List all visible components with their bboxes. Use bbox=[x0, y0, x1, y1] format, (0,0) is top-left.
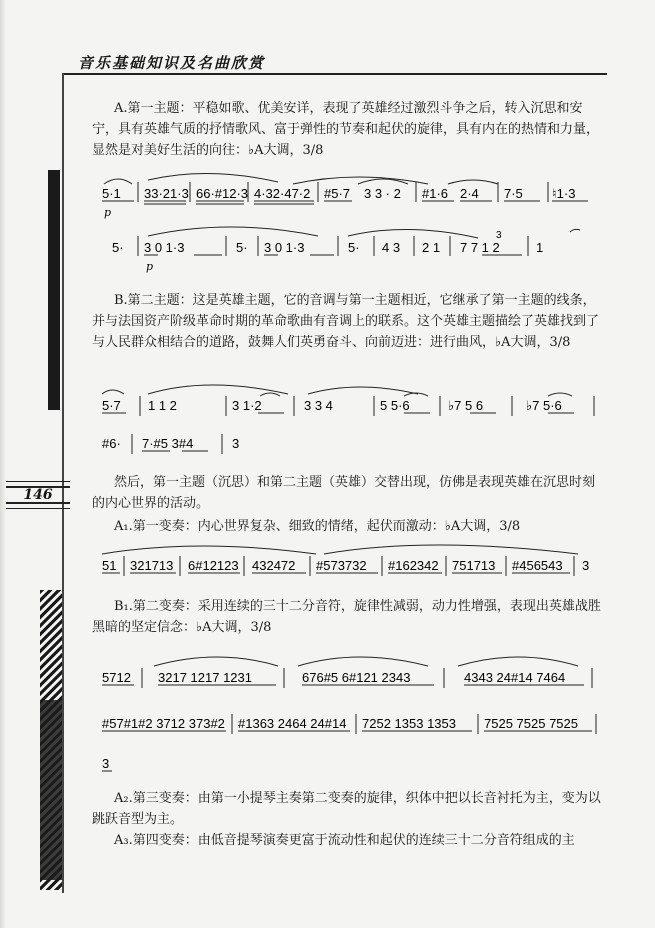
notation-line-4-svg bbox=[98, 430, 603, 460]
notation-4-1: 7·#5 3#4 bbox=[142, 436, 194, 451]
notation-2-4: 5· bbox=[348, 240, 360, 255]
notation-4-2: 3 bbox=[232, 436, 240, 451]
header-rule bbox=[62, 73, 607, 75]
notation-3-0: 5·7 bbox=[102, 398, 121, 413]
margin-hatch-dark bbox=[40, 700, 62, 880]
page-edge bbox=[0, 0, 6, 928]
notation-line-7-svg bbox=[98, 706, 603, 746]
notation-5-6: 751713 bbox=[452, 558, 496, 573]
notation-2-7: 7 7 1 2 bbox=[460, 240, 500, 255]
notation-line-5-svg bbox=[98, 548, 603, 588]
dynamic-mark-1: p bbox=[104, 206, 112, 219]
notation-6-1: 3217 1217 1231 bbox=[158, 670, 252, 685]
paragraph-a2: A₂.第三变奏：由第一小提琴主奏第二变奏的旋律，织体中把以长音衬托为主，变为以跳跃音型为主。 bbox=[92, 791, 601, 827]
notation-3-6: ♭7 5·6 bbox=[526, 398, 562, 413]
notation-1-8: 7·5 bbox=[504, 186, 523, 201]
notation-3-4: 5 5·6 bbox=[380, 398, 410, 413]
notation-line-1-svg bbox=[98, 178, 603, 228]
notation-1-5: 3 3 · 2 bbox=[364, 186, 401, 201]
notation-7-3: 7525 7525 7525 bbox=[484, 716, 578, 731]
notation-1-4: #5·7 bbox=[324, 186, 351, 201]
notation-5-1: 321713 bbox=[130, 558, 174, 573]
notation-2-6: 2 1 bbox=[422, 240, 441, 255]
notation-line-8-svg bbox=[98, 750, 603, 780]
notation-line-5 bbox=[98, 548, 603, 582]
notation-2-2: 5· bbox=[236, 240, 248, 255]
paragraph-b1: B₁.第二变奏：采用连续的三十二分音符，旋律性减弱，动力性增强，表现出英雄战胜黑暗的坚定信念：♭A大调，3/8 bbox=[92, 599, 601, 635]
paragraph-then: 然后，第一主题（沉思）和第二主题（英雄）交替出现，仿佛是表现英雄在沉思时刻的内心世界的活动。 bbox=[92, 475, 596, 511]
notation-1-7: 2·4 bbox=[460, 186, 479, 201]
notation-3-3: 3 3 4 bbox=[304, 398, 333, 413]
notation-5-5: #162342 bbox=[388, 558, 439, 573]
page-number: 146 bbox=[6, 486, 70, 504]
notation-3-1: 1 1 2 bbox=[148, 398, 177, 413]
notation-7-1: #1363 2464 24#14 bbox=[238, 716, 347, 731]
notation-3-5: ♭7 5 6 bbox=[448, 398, 484, 413]
notation-5-8: 3 bbox=[582, 558, 590, 573]
dynamic-mark-2: p bbox=[146, 260, 154, 273]
notation-1-2: 66·#12·3 bbox=[196, 186, 249, 201]
running-header: 音乐基础知识及名曲欣赏 bbox=[78, 54, 266, 72]
notation-1-9: ♮1·3 bbox=[552, 186, 576, 201]
notation-3-2: 3 1·2 bbox=[232, 398, 262, 413]
notation-2-1: 3 0 1·3 bbox=[144, 240, 185, 255]
notation-6-3: 4343 24#14 7464 bbox=[464, 670, 566, 685]
paragraph-a3: A₃.第四变奏：由低音提琴演奏更富于流动性和起伏的连续三十二分音符组成的主 bbox=[114, 833, 575, 848]
triplet-mark: 3 bbox=[496, 230, 502, 241]
notation-5-4: #573732 bbox=[316, 558, 367, 573]
notation-4-0: #6· bbox=[102, 436, 121, 451]
notation-6-0: 5712 bbox=[102, 670, 131, 685]
notation-1-1: 33·21·3 bbox=[144, 186, 189, 201]
notation-7-2: 7252 1353 1353 bbox=[362, 716, 456, 731]
notation-1-0: 5·1 bbox=[102, 186, 121, 201]
notation-1-6: #1·6 bbox=[422, 186, 449, 201]
notation-line-6-svg bbox=[98, 660, 603, 700]
paragraph-b-theme: B.第二主题：这是英雄主题，它的音调与第一主题相近，它继承了第一主题的线条，并与法国资产阶级革命时期的革命歌曲有音调上的联系。这个英雄主题描绘了英雄找到了与人民群众相结合的道路，鼓舞人们英勇奋斗、向前迈进：进行曲风，♭A大调，3/8 bbox=[92, 293, 600, 350]
notation-line-6 bbox=[98, 660, 603, 694]
notation-line-3-svg bbox=[98, 390, 603, 430]
notation-line-2-svg bbox=[98, 232, 603, 282]
margin-bar bbox=[48, 170, 60, 410]
notation-line-2 bbox=[98, 230, 603, 273]
notation-line-7 bbox=[98, 706, 603, 740]
notation-5-0: 51 bbox=[102, 558, 117, 573]
notation-2-3: 3 0 1·3 bbox=[264, 240, 305, 255]
notation-line-1 bbox=[98, 178, 603, 219]
notation-8-0: 3 bbox=[102, 756, 110, 771]
notation-line-4 bbox=[98, 430, 603, 464]
notation-2-5: 4 3 bbox=[382, 240, 401, 255]
notation-6-2: 676#5 6#121 2343 bbox=[302, 670, 411, 685]
notation-5-7: #456543 bbox=[512, 558, 563, 573]
notation-1-3: 4·32·47·2 bbox=[254, 186, 311, 201]
notation-2-8: 1 bbox=[536, 240, 544, 255]
notation-2-0: 5· bbox=[112, 240, 124, 255]
notation-line-3 bbox=[98, 390, 603, 424]
paragraph-a1: A₁.第一变奏：内心世界复杂、细致的情绪，起伏而激动：♭A大调，3/8 bbox=[114, 519, 521, 534]
notation-5-2: 6#12123 bbox=[188, 558, 239, 573]
paragraph-a-theme: A.第一主题：平稳如歌、优美安详，表现了英雄经过激烈斗争之后，转入沉思和安宁，具有英雄气质的抒情歌风、富于弹性的节奏和起伏的旋律，具有内在的热情和力量，显然是对美好生活的向往：♭A大调，3/8 bbox=[92, 101, 600, 158]
notation-7-0: #57#1#2 3712 373#2 bbox=[102, 716, 225, 731]
notation-line-8 bbox=[98, 750, 603, 784]
notation-5-3: 432472 bbox=[252, 558, 296, 573]
